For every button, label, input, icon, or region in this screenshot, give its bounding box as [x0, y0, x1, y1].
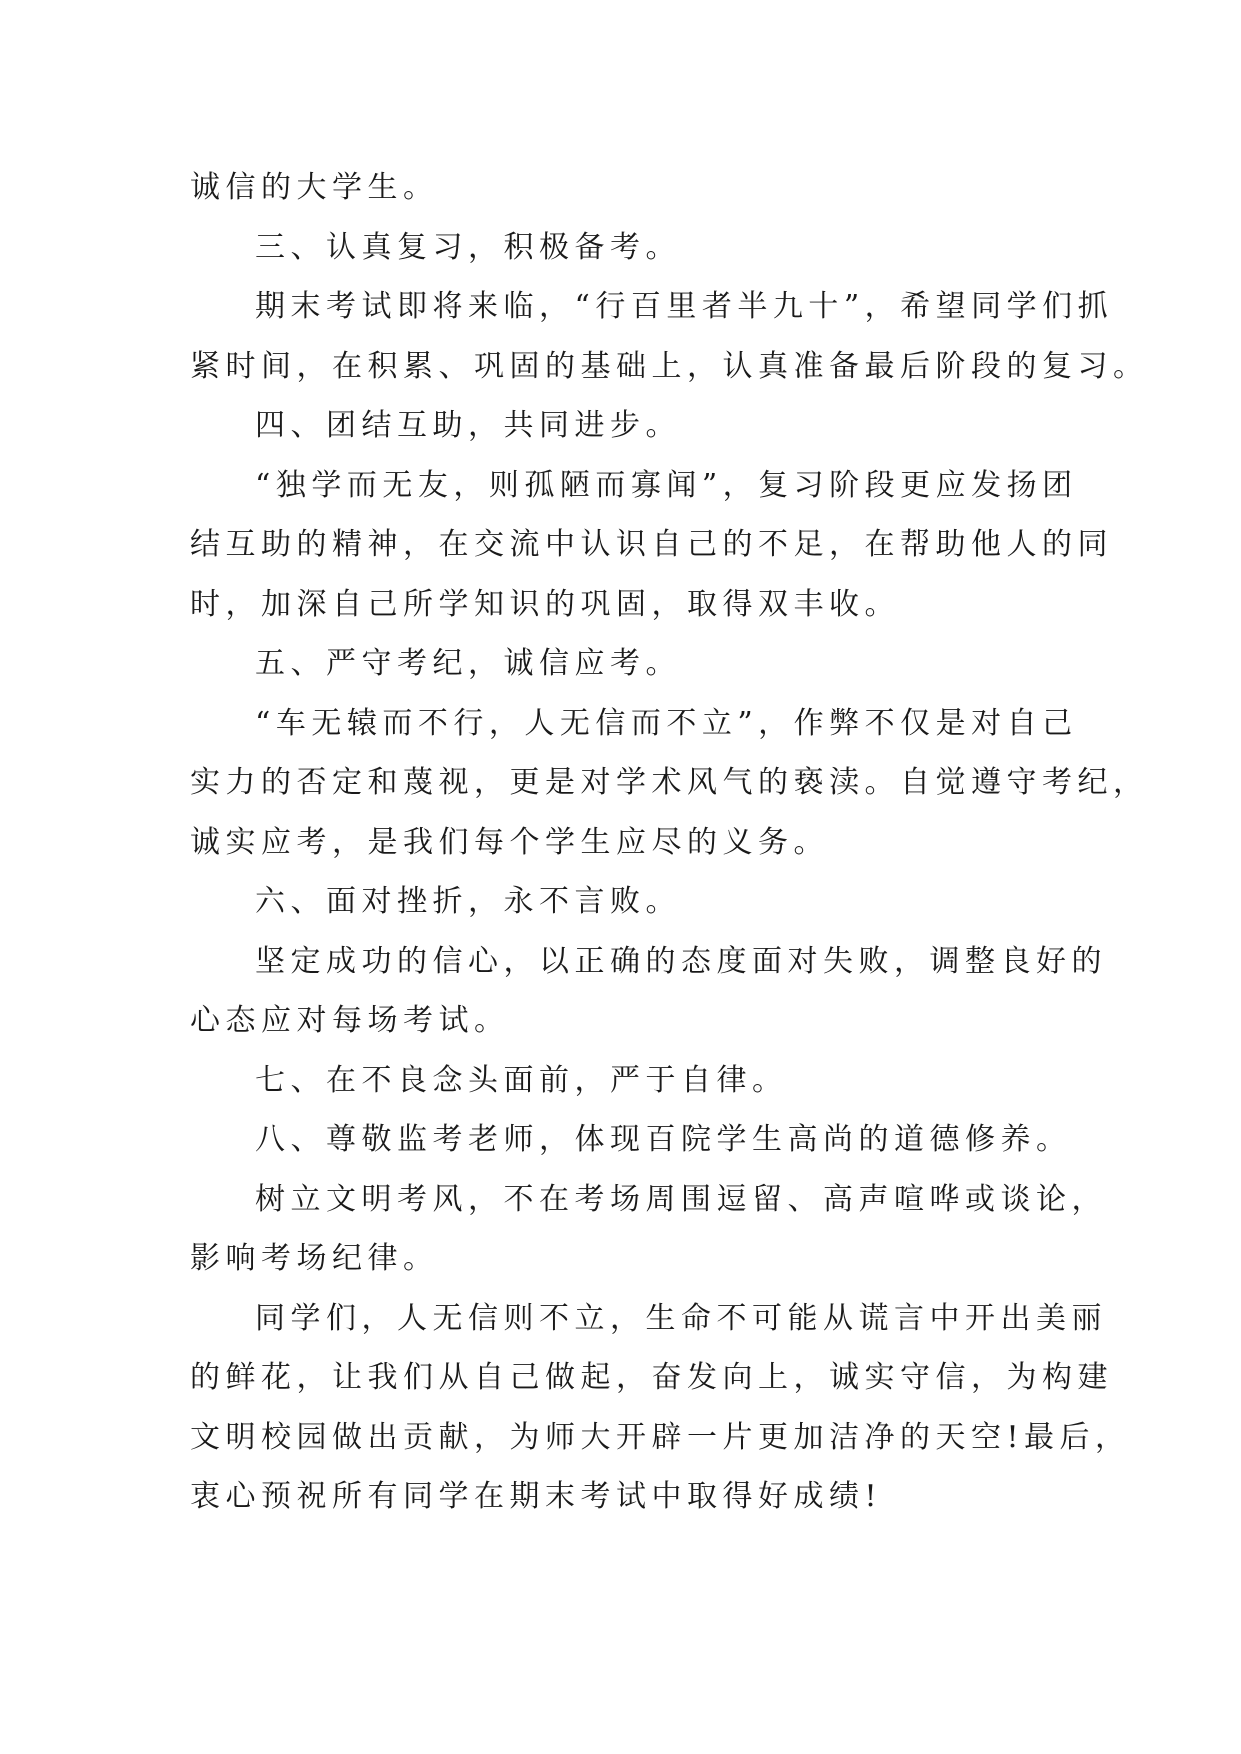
text-line: 诚实应考，是我们每个学生应尽的义务。 — [190, 824, 829, 860]
text-line: 的鲜花，让我们从自己做起，奋发向上，诚实守信，为构建 — [190, 1360, 1113, 1395]
section-heading: 四、团结互助，共同进步。 — [255, 408, 681, 443]
document-body — [190, 158, 1149, 1527]
text-line: 结互助的精神，在交流中认识自己的不足，在帮助他人的同 — [190, 527, 1113, 562]
text-line: 时，加深自己所学知识的巩固，取得双丰收。 — [190, 586, 900, 622]
text-line: 心态应对每场考试。 — [190, 1003, 510, 1038]
section-heading: 八、尊敬监考老师，体现百院学生高尚的道德修养。 — [255, 1122, 1072, 1157]
section-heading: 六、面对挫折，永不言败。 — [255, 884, 681, 919]
text-line: 同学们，人无信则不立，生命不可能从谎言中开出美丽 — [255, 1300, 1107, 1336]
text-line: 坚定成功的信心，以正确的态度面对失败，调整良好的 — [255, 943, 1107, 979]
section-heading: 三、认真复习，积极备考。 — [255, 229, 681, 265]
text-line: 紧时间，在积累、巩固的基础上，认真准备最后阶段的复习。 — [190, 348, 1149, 384]
text-line: 诚信的大学生。 — [190, 170, 439, 205]
text-line: 影响考场纪律。 — [190, 1241, 439, 1276]
section-heading: 七、在不良念头面前，严于自律。 — [255, 1062, 788, 1098]
section-heading: 五、严守考纪，诚信应考。 — [255, 646, 681, 681]
text-line: 实力的否定和蔑视，更是对学术风气的亵渎。自觉遵守考纪， — [190, 765, 1149, 800]
text-line: “车无辕而不行，人无信而不立”，作弊不仅是对自己 — [255, 705, 1078, 741]
text-line: 衷心预祝所有同学在期末考试中取得好成绩! — [190, 1479, 883, 1514]
text-line: 文明校园做出贡献，为师大开辟一片更加洁净的天空!最后， — [190, 1419, 1131, 1455]
text-line: 树立文明考风，不在考场周围逗留、高声喧哗或谈论， — [255, 1181, 1107, 1217]
text-line: 期末考试即将来临，“行百里者半九十”，希望同学们抓 — [255, 289, 1114, 324]
text-line: “独学而无友，则孤陋而寡闻”，复习阶段更应发扬团 — [255, 467, 1078, 503]
